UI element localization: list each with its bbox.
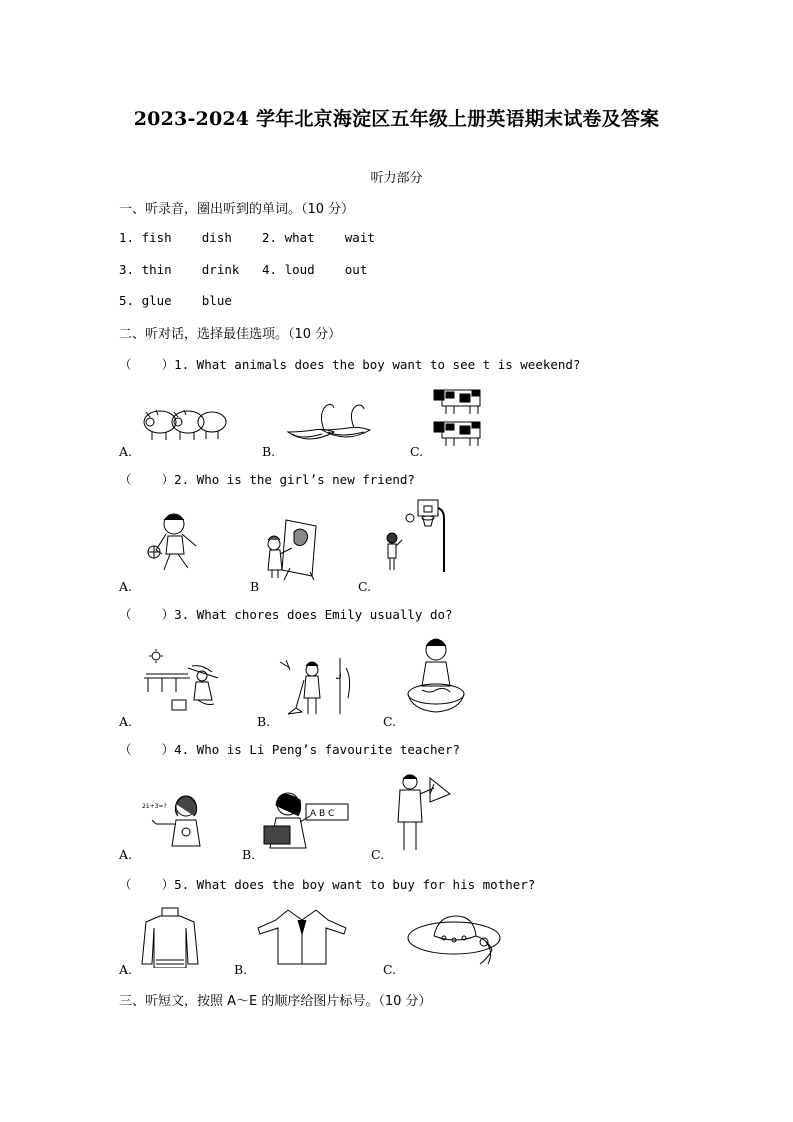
- shirt-image: [256, 906, 348, 968]
- q1-option-c: C.: [410, 444, 424, 459]
- q4-option-b: B.: [242, 847, 256, 862]
- sweeping-image: [278, 658, 356, 718]
- math-teacher-image: [142, 788, 212, 850]
- part1-heading: 一、听录音，圈出听到的单词。（10 分）: [119, 202, 355, 217]
- part1-row-3: 5. glue blue: [119, 293, 232, 308]
- q1-option-a: A.: [119, 444, 133, 459]
- question-1: （ ）1. What animals does the boy want to see t is weekend?: [119, 357, 581, 372]
- washing-clothes-image: [404, 634, 470, 716]
- svg-text:21+3=?: 21+3=?: [142, 803, 167, 810]
- swans-image: [284, 400, 374, 446]
- q5-option-a: A.: [119, 962, 133, 977]
- sweater-image: [140, 906, 200, 968]
- q4-option-a: A.: [119, 847, 133, 862]
- q5-option-b: B.: [234, 962, 248, 977]
- document-title: 2023-2024 学年北京海淀区五年级上册英语期末试卷及答案: [133, 108, 660, 130]
- q1-option-b: B.: [262, 444, 276, 459]
- girl-basketball-hoop-image: [380, 498, 450, 576]
- question-4: （ ）4. Who is Li Peng’s favourite teacher?: [119, 742, 461, 757]
- cows-image: [432, 386, 486, 448]
- part1-row-2: 3. thin drink 4. loud out: [119, 262, 368, 277]
- q4-option-c: C.: [371, 847, 385, 862]
- question-3: （ ）3. What chores does Emily usually do?: [119, 607, 453, 622]
- q3-option-a: A.: [119, 714, 133, 729]
- q2-option-c: C.: [358, 579, 372, 594]
- part1-row-1: 1. fish dish 2. what wait: [119, 230, 375, 245]
- question-2: （ ）2. Who is the girl’s new friend?: [119, 472, 415, 487]
- boy-basketball-image: [144, 510, 206, 576]
- part2-heading: 二、听对话，选择最佳选项。（10 分）: [119, 327, 342, 342]
- watering-garden-image: [142, 648, 222, 716]
- q5-option-c: C.: [383, 962, 397, 977]
- q3-option-c: C.: [383, 714, 397, 729]
- question-5: （ ）5. What does the boy want to buy for his mother?: [119, 877, 536, 892]
- girl-painting-image: [262, 518, 332, 580]
- q3-option-b: B.: [257, 714, 271, 729]
- svg-text:A B C: A B C: [310, 809, 335, 819]
- pigs-image: [140, 400, 230, 446]
- part3-heading: 三、听短文，按照 A～E 的顺序给图片标号。（10 分）: [119, 994, 432, 1009]
- q2-option-a: A.: [119, 579, 133, 594]
- english-teacher-image: [262, 788, 352, 854]
- hat-image: [406, 912, 506, 972]
- q2-option-b: B: [250, 579, 260, 594]
- science-teacher-image: [390, 772, 456, 854]
- section-subtitle: 听力部分: [370, 171, 423, 186]
